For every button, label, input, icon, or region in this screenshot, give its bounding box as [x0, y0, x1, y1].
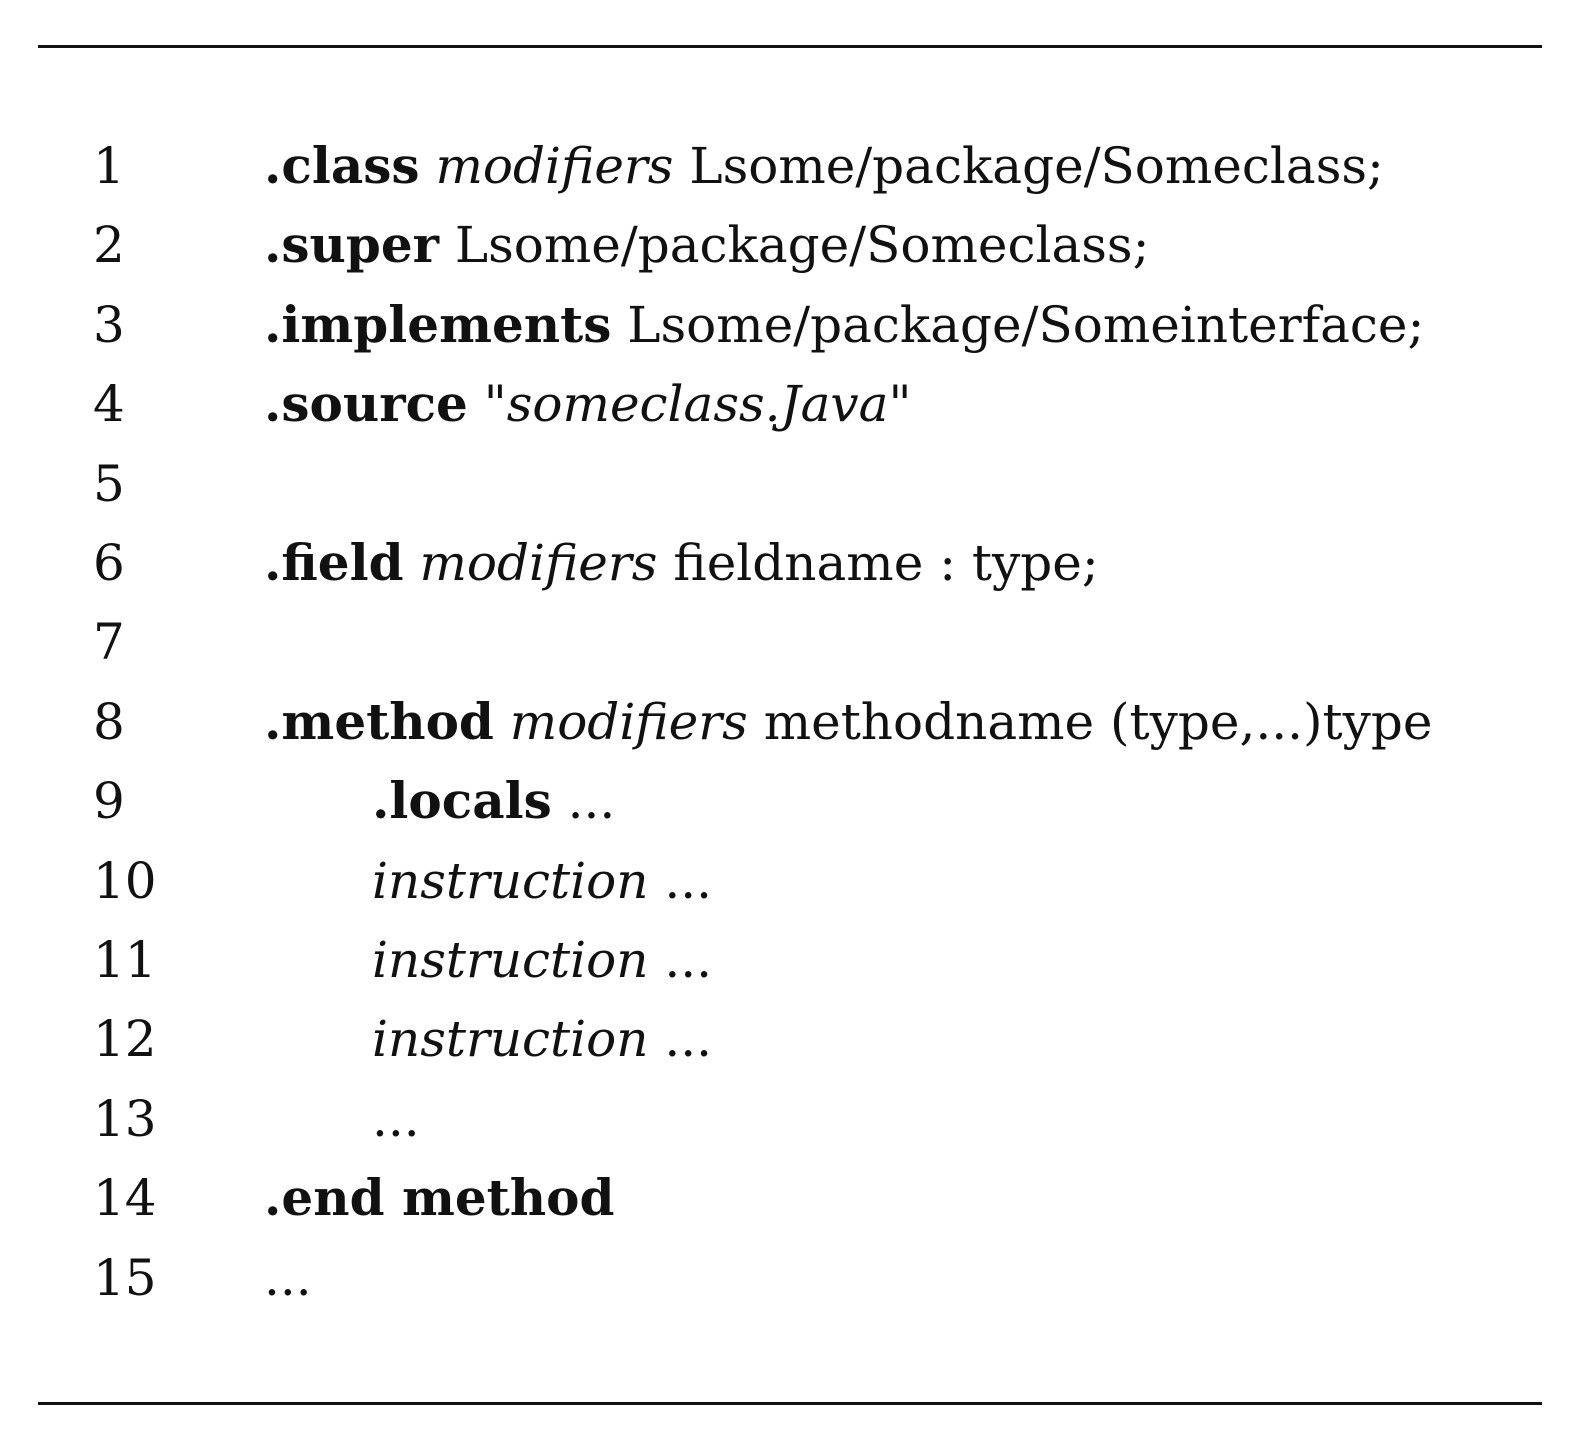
line-number: 2	[93, 216, 125, 275]
code-token: ...	[372, 1089, 420, 1148]
code-token: ...	[264, 1248, 312, 1307]
line-number: 5	[93, 454, 125, 513]
code-text	[264, 1238, 312, 1318]
code-token	[420, 137, 436, 195]
directive-keyword: .implements	[264, 294, 612, 354]
code-text	[264, 364, 911, 444]
code-text	[264, 285, 1424, 365]
code-token: Lsome/package/Someclass;	[439, 216, 1150, 275]
code-token	[494, 693, 510, 751]
code-line	[0, 1158, 1582, 1238]
code-text	[372, 1079, 420, 1159]
code-token: ...	[648, 931, 713, 989]
code-line	[0, 920, 1582, 1000]
code-token: Lsome/package/Someinterface;	[611, 295, 1425, 354]
code-line	[0, 285, 1582, 365]
line-number: 13	[93, 1089, 157, 1148]
code-text	[264, 1158, 614, 1238]
line-number: 1	[93, 137, 125, 195]
line-number: 10	[93, 851, 157, 910]
directive-keyword: .source	[264, 374, 468, 434]
line-number: 12	[93, 1010, 157, 1069]
placeholder-term: instruction	[372, 1010, 649, 1069]
directive-keyword: .field	[264, 533, 404, 592]
directive-keyword: .super	[264, 215, 440, 275]
code-token	[404, 534, 420, 592]
code-line	[0, 761, 1582, 841]
code-line	[0, 841, 1582, 921]
line-number: 11	[93, 931, 157, 989]
placeholder-term: modifiers	[419, 534, 658, 592]
code-text	[264, 205, 1149, 285]
placeholder-term: modifiers	[509, 692, 748, 751]
code-text	[372, 761, 615, 841]
placeholder-term: instruction	[372, 851, 649, 910]
line-number: 9	[93, 772, 125, 831]
bottom-rule	[38, 1402, 1542, 1405]
line-number: 8	[93, 692, 125, 751]
line-number: 6	[93, 534, 125, 592]
directive-keyword: .method	[264, 691, 494, 751]
code-line	[0, 364, 1582, 444]
code-line	[0, 1079, 1582, 1159]
code-token: methodname (type,...)type	[747, 692, 1433, 751]
code-text	[372, 841, 712, 921]
line-number: 4	[93, 375, 125, 434]
code-line	[0, 126, 1582, 206]
code-text	[264, 523, 1099, 603]
line-number: 3	[93, 295, 125, 354]
code-text	[264, 126, 1384, 206]
line-number: 7	[93, 613, 125, 672]
code-line	[0, 682, 1582, 762]
directive-keyword: .end method	[264, 1168, 615, 1228]
code-token: ...	[551, 772, 616, 831]
code-token: "	[467, 375, 507, 434]
placeholder-term: instruction	[372, 931, 649, 989]
code-line	[0, 1238, 1582, 1318]
code-line	[0, 999, 1582, 1079]
directive-keyword: .locals	[372, 771, 552, 831]
code-token: fieldname : type;	[657, 534, 1099, 592]
code-text	[264, 682, 1432, 762]
code-token: "	[888, 375, 912, 434]
code-token: ...	[648, 851, 713, 910]
line-number: 14	[93, 1169, 157, 1228]
line-number: 15	[93, 1248, 157, 1307]
code-token: ...	[648, 1010, 713, 1069]
directive-keyword: .class	[264, 136, 420, 195]
code-line	[0, 205, 1582, 285]
placeholder-term: modifiers	[435, 137, 674, 195]
code-line	[0, 602, 1582, 682]
code-token: Lsome/package/Someclass;	[673, 137, 1384, 195]
placeholder-term: someclass.Java	[506, 375, 889, 434]
code-text	[372, 920, 712, 1000]
code-line	[0, 444, 1582, 524]
code-line	[0, 523, 1582, 603]
code-text	[372, 999, 712, 1079]
